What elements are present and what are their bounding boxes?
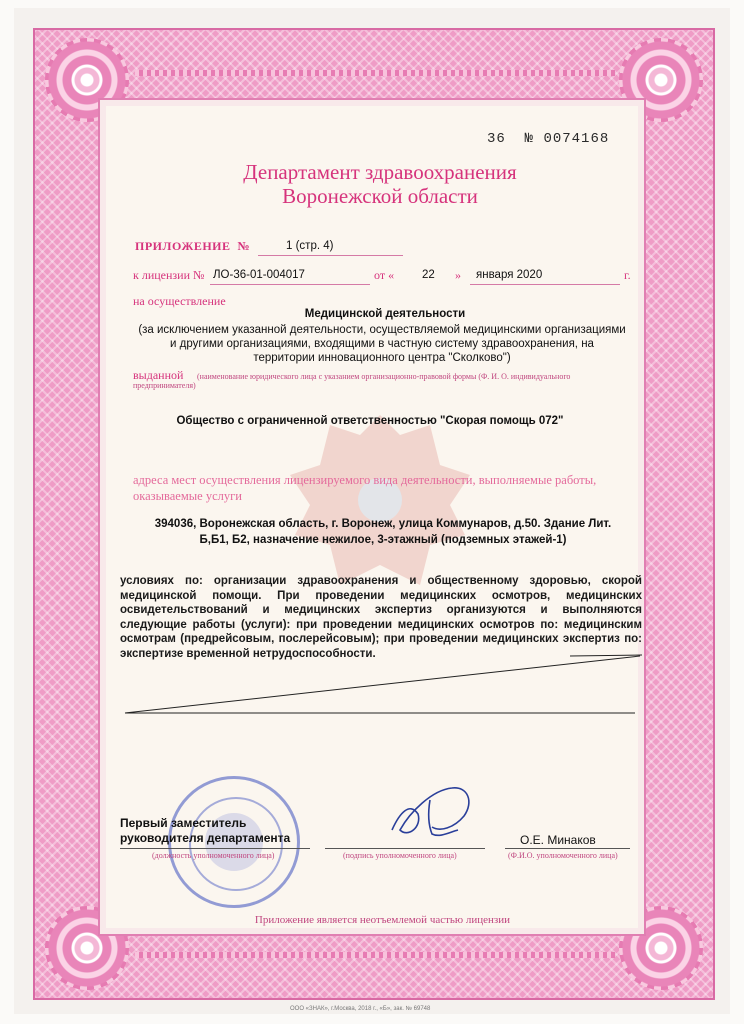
department-title-line2: Воронежской области xyxy=(282,184,478,208)
signature-hint: (подпись уполномоченного лица) xyxy=(343,851,457,860)
signatory-name: О.Е. Минаков xyxy=(520,833,596,847)
issued-label: выданной xyxy=(133,368,184,382)
services-paragraph: условиях по: организации здравоохранения и общественному здоровью, скорой медицинской помощи. При проведении медицинских осмотров, медицинских освидетельствований и медицинских экспертиз организуются и выполняются следующие работы (услуги): при проведении медицинских осмотров по: медицинским осмотрам (предрейсовым, послерейсовым); при проведении медицинских экспертиз по: экспертизе временной нетрудоспособности. xyxy=(120,575,642,660)
activity-label: на осуществление xyxy=(133,294,226,308)
issued-hint: (наименование юридического лица с указанием организационно-правовой формы (Ф. И. О. индивидуального xyxy=(197,372,571,381)
signature-underline xyxy=(325,848,485,849)
footer-note: Приложение является неотъемлемой частью лицензии xyxy=(254,914,511,926)
license-day: 22 xyxy=(422,269,435,281)
license-date-underline xyxy=(470,284,620,285)
activity-title: Медицинской деятельности xyxy=(304,308,466,320)
license-month-year: января 2020 xyxy=(476,269,543,281)
printer-info: ООО «ЗНАК», г.Москва, 2018 г., «Б», зак. № 69748 xyxy=(290,1006,431,1012)
license-quote-close: » xyxy=(455,268,461,282)
serial-number: 36 № 0074168 xyxy=(487,131,610,147)
appendix-underline xyxy=(258,255,403,256)
appendix-value: 1 (стр. 4) xyxy=(286,240,334,252)
organization-name: Общество с ограниченной ответственностью "Скорая помощь 072" xyxy=(176,415,564,427)
name-hint: (Ф.И.О. уполномоченного лица) xyxy=(508,851,618,860)
frame-border-top xyxy=(135,70,615,76)
license-number-underline xyxy=(210,284,370,285)
signatory-position: Первый заместитель руководителя департамента xyxy=(120,816,291,845)
license-year-suffix: г. xyxy=(624,268,631,282)
license-date-prefix: от « xyxy=(374,268,395,282)
department-title-line1: Департамент здравоохранения xyxy=(243,160,517,184)
handwritten-signature xyxy=(370,772,490,852)
name-underline xyxy=(505,848,630,849)
address-text: 394036, Воронежская область, г. Воронеж, улица Коммунаров, д.50. Здание Лит. Б,Б1, Б2, назначение нежилое, 3-этажный (подземных этажей-1) xyxy=(154,518,612,546)
frame-border-bottom xyxy=(135,952,615,958)
address-label: адреса мест осуществления лицензируемого вида деятельности, выполняемые работы, оказываемые услуги xyxy=(133,473,597,503)
closing-strike-lines xyxy=(120,650,645,720)
license-number: ЛО-36-01-004017 xyxy=(213,269,305,281)
issued-hint-line2: предпринимателя) xyxy=(133,381,196,390)
activity-note: (за исключением указанной деятельности, осуществляемой медицинскими организациями и другими организациями, входящими в частную систему здравоохранения, на территории инновационного центра "Сколково") xyxy=(138,324,626,364)
license-prefix: к лицензии № xyxy=(133,268,205,282)
position-underline xyxy=(120,848,310,849)
position-hint: (должность уполномоченного лица) xyxy=(152,851,275,860)
appendix-label: ПРИЛОЖЕНИЕ № xyxy=(135,239,251,253)
